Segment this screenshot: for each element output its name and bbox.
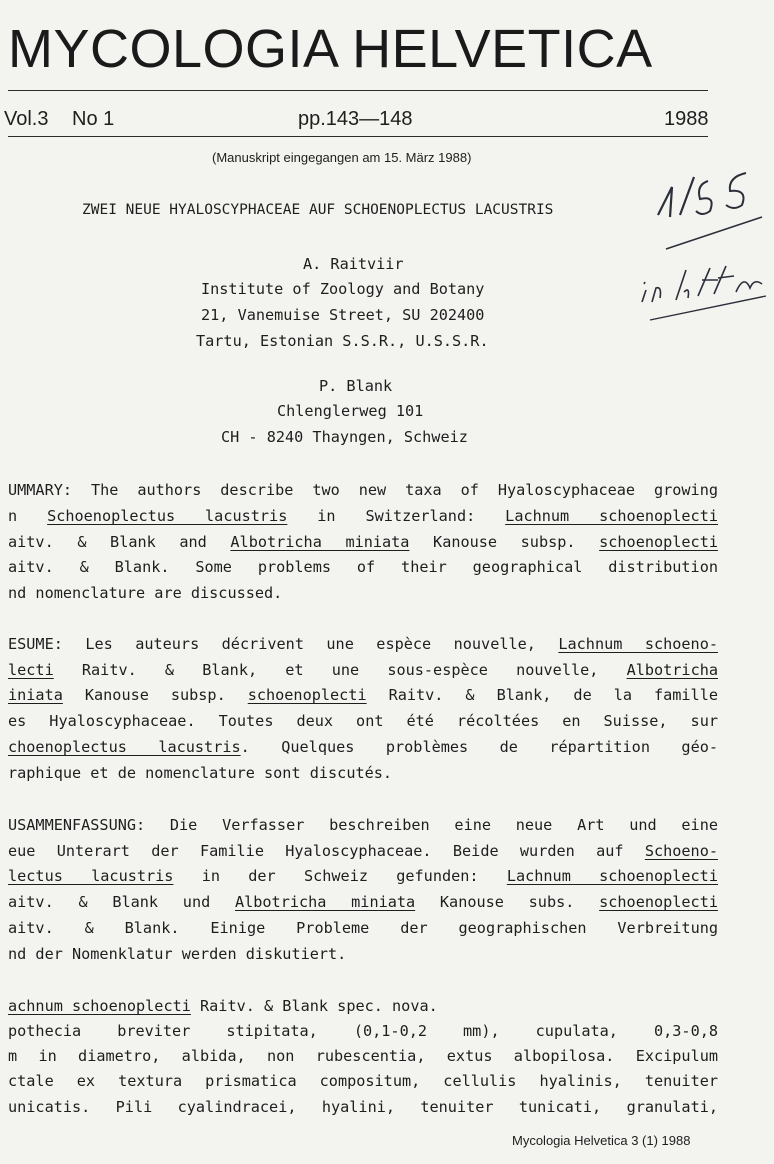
taxon-subsp: schoenoplecti [599, 533, 718, 551]
author-2-street: Chlenglerweg 101 [277, 402, 424, 420]
zusammenfassung-line-4: aitv. & Blank und Albotricha miniata Kanouse subs. schoenoplecti [8, 893, 718, 911]
header-rule-bottom [8, 136, 708, 137]
diagnosis-line-1: pothecia breviter stipitata, (0,1-0,2 mm), cupulata, 0,3-0,8 [8, 1022, 718, 1040]
diagnosis-heading: achnum schoenoplecti Raitv. & Blank spec. nova. [8, 997, 438, 1015]
diagnosis-line-3: ctale ex textura prismatica compositum, cellulis hyalinis, tenuiter [8, 1072, 718, 1090]
zusammenfassung-line-1: USAMMENFASSUNG: Die Verfasser beschreiben eine neue Art und eine [8, 816, 718, 834]
summary-line-1: UMMARY: The authors describe two new taxa of Hyaloscyphaceae growing [8, 481, 718, 499]
author-2-name: P. Blank [319, 377, 393, 395]
zusammenfassung-line-5: aitv. & Blank. Einige Probleme der geographischen Verbreitung [8, 919, 718, 937]
author-1-affiliation: Institute of Zoology and Botany [201, 280, 485, 298]
header-rule-top [8, 90, 708, 91]
zusammenfassung-line-6: nd der Nomenklatur werden diskutiert. [8, 945, 347, 963]
zusammenfassung-line-2: eue Unterart der Familie Hyaloscyphaceae. Beide wurden auf Schoeno- [8, 842, 718, 860]
handwritten-note [640, 262, 770, 326]
resume-line-5: choenoplectus lacustris. Quelques problèmes de répartition géo- [8, 738, 719, 756]
resume-line-3: iniata Kanouse subsp. schoenoplecti Raitv. & Blank, de la famille [8, 686, 718, 704]
received-note: (Manuskript eingegangen am 15. März 1988) [212, 150, 472, 165]
page-footer: Mycologia Helvetica 3 (1) 1988 [512, 1133, 691, 1148]
zusammenfassung-line-3: lectus lacustris in der Schweiz gefunden: Lachnum schoenoplecti [8, 867, 718, 885]
resume-line-2: lecti Raitv. & Blank, et une sous-espèce nouvelle, Albotricha [8, 661, 718, 679]
author-1-city: Tartu, Estonian S.S.R., U.S.S.R. [196, 332, 489, 350]
author-1-street: 21, Vanemuise Street, SU 202400 [201, 306, 485, 324]
issue-number: No 1 [72, 108, 115, 130]
summary-line-3: aitv. & Blank and Albotricha miniata Kanouse subsp. schoenoplecti [8, 533, 718, 551]
author-2-city: CH - 8240 Thayngen, Schweiz [221, 428, 468, 446]
summary-line-2: n Schoenoplectus lacustris in Switzerland: Lachnum schoenoplecti [8, 507, 718, 525]
author-1-name: A. Raitviir [303, 255, 404, 273]
volume: Vol.3 [4, 108, 49, 130]
summary-line-4: aitv. & Blank. Some problems of their geographical distribution [8, 558, 718, 576]
taxon-lachnum: Lachnum schoenoplecti [505, 507, 718, 525]
diagnosis-line-2: m in diametro, albida, non rubescentia, extus albopilosa. Excipulum [8, 1047, 718, 1065]
taxon-schoenoplectus: Schoenoplectus lacustris [47, 507, 288, 525]
resume-line-6: raphique et de nomenclature sont discutés. [8, 764, 393, 782]
resume-line-1: ESUME: Les auteurs décrivent une espèce nouvelle, Lachnum schoeno- [8, 635, 718, 653]
journal-title: MYCOLOGIA HELVETICA [8, 19, 653, 79]
year: 1988 [664, 108, 709, 130]
diagnosis-line-4: unicatis. Pili cyalindracei, hyalini, tenuiter tunicati, granulati, [8, 1098, 718, 1116]
article-title: ZWEI NEUE HYALOSCYPHACEAE AUF SCHOENOPLECTUS LACUSTRIS [82, 202, 554, 218]
resume-line-4: es Hyaloscyphaceae. Toutes deux ont été récoltées en Suisse, sur [8, 712, 718, 730]
page-range: pp.143—148 [298, 108, 413, 130]
summary-line-5: nd nomenclature are discussed. [8, 584, 283, 602]
taxon-albotricha: Albotricha miniata [230, 533, 410, 551]
handwritten-number [650, 165, 760, 239]
